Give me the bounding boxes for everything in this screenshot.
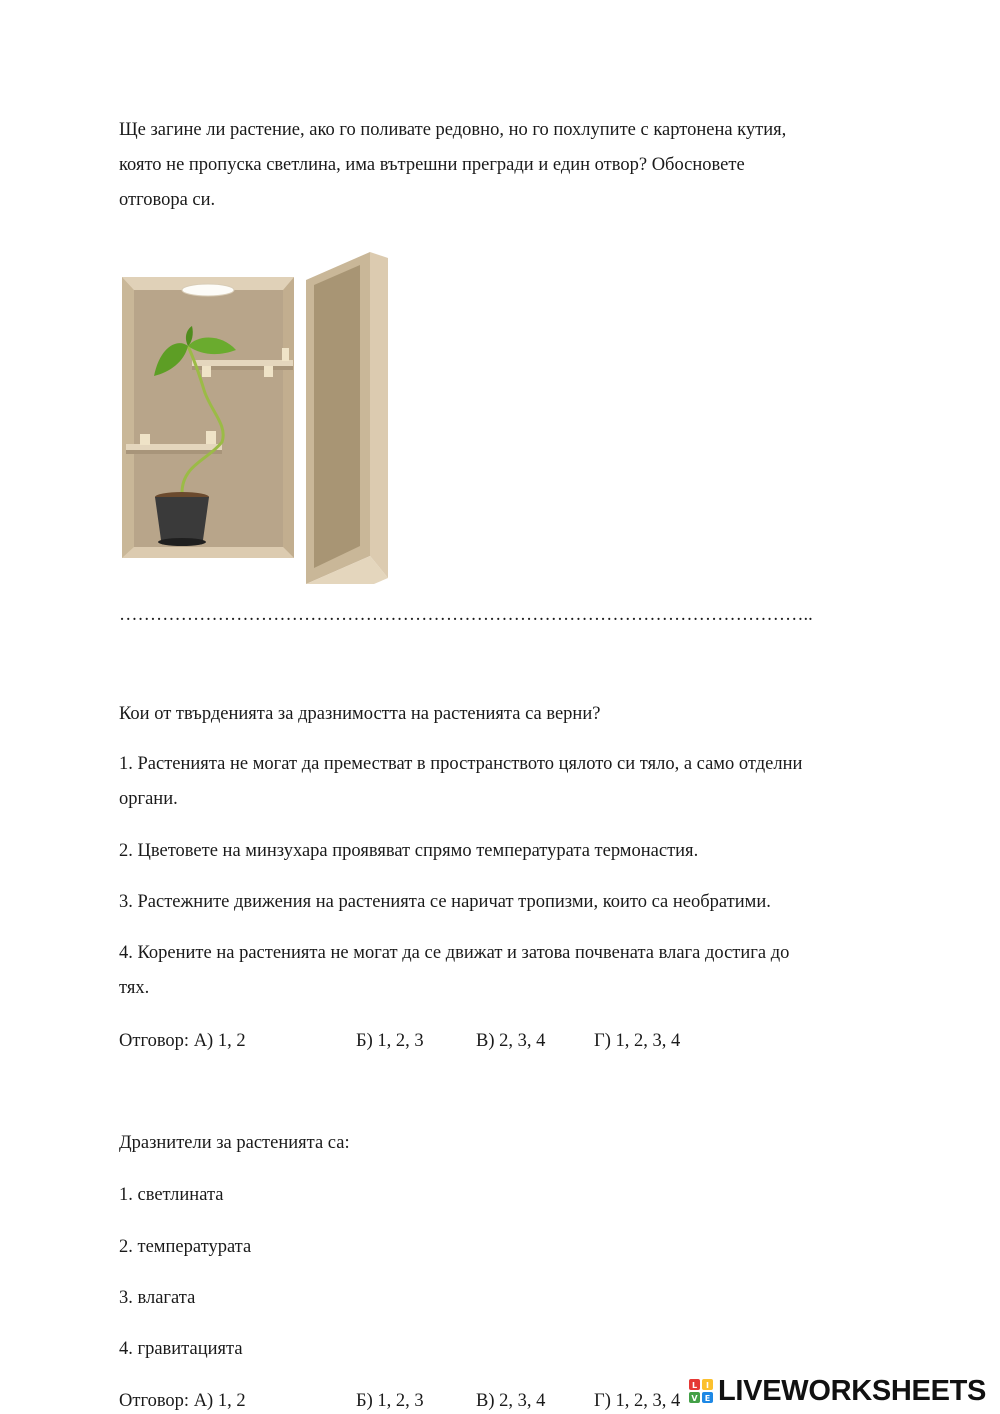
answer-option-b[interactable]: Б) 1, 2, 3 — [356, 1031, 424, 1051]
answer-option-b[interactable]: Б) 1, 2, 3 — [356, 1391, 424, 1411]
brand-name: LIVEWORKSHEETS — [718, 1375, 987, 1407]
live-tiles-icon — [688, 1377, 716, 1405]
question-1-line-3: отговора си. — [119, 190, 216, 210]
irritant-item-1: 1. светлината — [119, 1185, 224, 1205]
svg-text:V: V — [691, 1394, 698, 1403]
liveworksheets-logo — [688, 1376, 988, 1406]
statement-1-line-1: 1. Растенията не могат да преместват в пространството цялото си тяло, а само отделни — [119, 754, 803, 774]
question-1-line-2: която не пропуска светлина, има вътрешни прегради и един отвор? Обосновете — [119, 155, 745, 175]
question-2-text: Кои от твърденията за дразнимостта на растенията са верни? — [119, 704, 601, 724]
question-3-text: Дразнители за растенията са: — [119, 1133, 350, 1153]
statement-1 — [119, 747, 879, 817]
statement-4-line-2: тях. — [119, 978, 150, 998]
statement-3: 3. Растежните движения на растенията се наричат тропизми, които са необратими. — [119, 892, 771, 912]
answer-option-a[interactable]: Отговор: А) 1, 2 — [119, 1031, 246, 1051]
answer-option-c[interactable]: В) 2, 3, 4 — [476, 1031, 546, 1051]
statement-4-line-1: 4. Корените на растенията не могат да се движат и затова почвената влага достига до — [119, 943, 790, 963]
answer-dotted-line[interactable]: ………………………………………………………………………………………………….. — [119, 605, 813, 625]
svg-text:I: I — [706, 1381, 709, 1390]
box-plant-illustration — [118, 250, 393, 585]
answer-option-d[interactable]: Г) 1, 2, 3, 4 — [594, 1391, 681, 1411]
question-1-text — [119, 113, 879, 218]
svg-text:E: E — [704, 1394, 711, 1403]
svg-text:L: L — [691, 1381, 698, 1390]
answer-option-c[interactable]: В) 2, 3, 4 — [476, 1391, 546, 1411]
irritant-item-2: 2. температурата — [119, 1237, 252, 1257]
question-1-line-1: Ще загине ли растение, ако го поливате редовно, но го похлупите с картонена кутия, — [119, 120, 787, 140]
answer-option-a[interactable]: Отговор: А) 1, 2 — [119, 1391, 246, 1411]
irritant-item-3: 3. влагата — [119, 1288, 196, 1308]
answer-option-d[interactable]: Г) 1, 2, 3, 4 — [594, 1031, 681, 1051]
statement-1-line-2: органи. — [119, 789, 178, 809]
statement-4 — [119, 936, 879, 1006]
statement-2: 2. Цветовете на минзухара проявяват спрямо температурата термонастия. — [119, 841, 699, 861]
irritant-item-4: 4. гравитацията — [119, 1339, 243, 1359]
